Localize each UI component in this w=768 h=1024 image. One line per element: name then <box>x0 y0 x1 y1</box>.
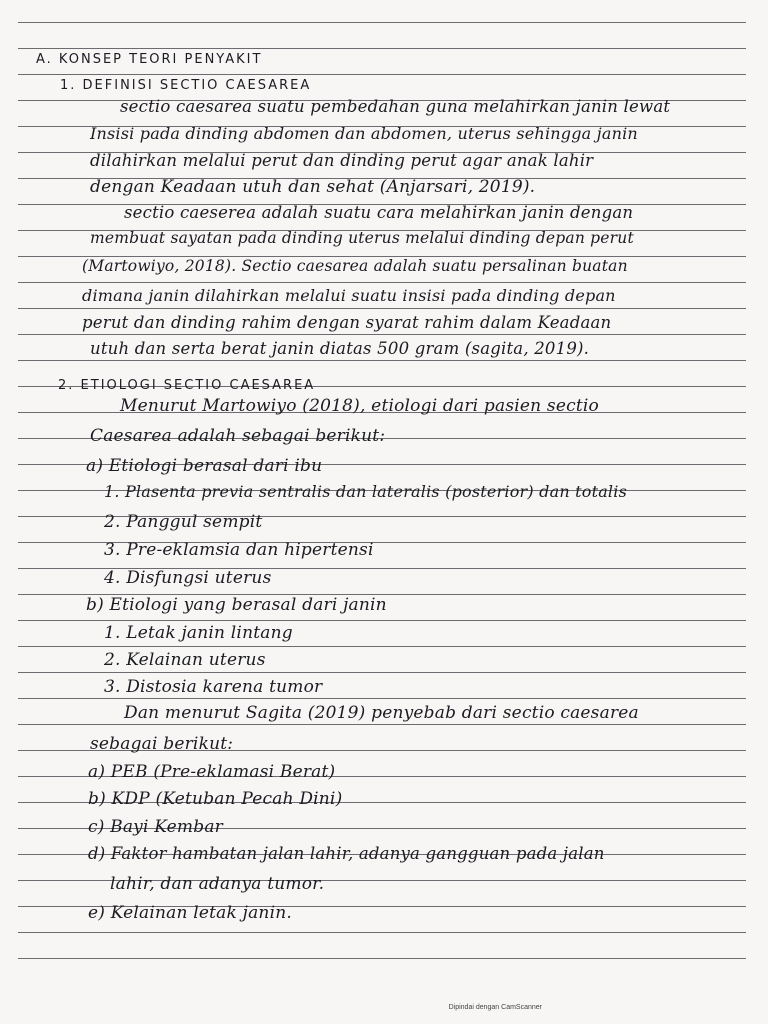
paragraph-line: perut dan dinding rahim dengan syarat rahim dalam Keadaan <box>82 313 612 332</box>
list-item: lahir, dan adanya tumor. <box>110 874 325 894</box>
ruled-line <box>18 646 746 647</box>
ruled-line <box>18 932 746 933</box>
list-item: a) PEB (Pre-eklamasi Berat) <box>88 762 336 782</box>
paragraph-line: Insisi pada dinding abdomen dan abdomen, uterus sehingga janin <box>90 124 638 143</box>
ruled-line <box>18 698 746 699</box>
list-item: 1. Letak janin lintang <box>104 623 293 643</box>
ruled-line <box>18 672 746 673</box>
list-item: d) Faktor hambatan jalan lahir, adanya gangguan pada jalan <box>88 844 605 863</box>
ruled-line <box>18 282 746 283</box>
ruled-line <box>18 620 746 621</box>
ruled-line <box>18 334 746 335</box>
list-heading: b) Etiologi yang berasal dari janin <box>86 595 387 615</box>
list-item: 2. Panggul sempit <box>104 512 263 532</box>
list-item: 4. Disfungsi uterus <box>104 568 272 588</box>
ruled-line <box>18 958 746 959</box>
ruled-line <box>18 308 746 309</box>
paragraph-line: membuat sayatan pada dinding uterus melalui dinding depan perut <box>90 229 634 247</box>
ruled-line <box>18 22 746 23</box>
paragraph-line: dengan Keadaan utuh dan sehat (Anjarsari, 2019). <box>90 177 536 197</box>
paragraph-line: Dan menurut Sagita (2019) penyebab dari sectio caesarea <box>124 703 639 723</box>
list-item: 3. Distosia karena tumor <box>104 677 323 697</box>
ruled-line <box>18 724 746 725</box>
ruled-line <box>18 74 746 75</box>
paragraph-line: Caesarea adalah sebagai berikut: <box>90 426 386 446</box>
list-item: 2. Kelainan uterus <box>104 650 266 670</box>
paragraph-line: utuh dan serta berat janin diatas 500 gram (sagita, 2019). <box>90 339 590 358</box>
list-item: b) KDP (Ketuban Pecah Dini) <box>88 789 343 809</box>
paragraph-line: dimana janin dilahirkan melalui suatu insisi pada dinding depan <box>82 286 616 305</box>
list-item: 1. Plasenta previa sentralis dan lateralis (posterior) dan totalis <box>104 482 627 501</box>
paragraph-line: (Martowiyo, 2018). Sectio caesarea adalah suatu persalinan buatan <box>82 257 628 275</box>
paragraph-line: sebagai berikut: <box>90 734 234 754</box>
paragraph-line: sectio caesarea suatu pembedahan guna melahirkan janin lewat <box>120 97 671 116</box>
scanner-watermark: Dipindai dengan CamScanner <box>448 1004 542 1011</box>
section-heading: A. KONSEP TEORI PENYAKIT <box>36 52 263 67</box>
subsection-heading: 1. DEFINISI SECTIO CAESAREA <box>60 78 312 93</box>
list-heading: a) Etiologi berasal dari ibu <box>86 456 323 476</box>
ruled-line <box>18 360 746 361</box>
paragraph-line: sectio caeserea adalah suatu cara melahirkan janin dengan <box>124 203 634 222</box>
paragraph-line: dilahirkan melalui perut dan dinding perut agar anak lahir <box>90 151 594 170</box>
list-item: e) Kelainan letak janin. <box>88 903 292 923</box>
list-item: c) Bayi Kembar <box>88 817 223 837</box>
list-item: 3. Pre-eklamsia dan hipertensi <box>104 540 374 560</box>
ruled-line <box>18 48 746 49</box>
paragraph-line: Menurut Martowiyo (2018), etiologi dari pasien sectio <box>120 396 599 416</box>
subsection-heading: 2. ETIOLOGI SECTIO CAESAREA <box>58 378 316 393</box>
